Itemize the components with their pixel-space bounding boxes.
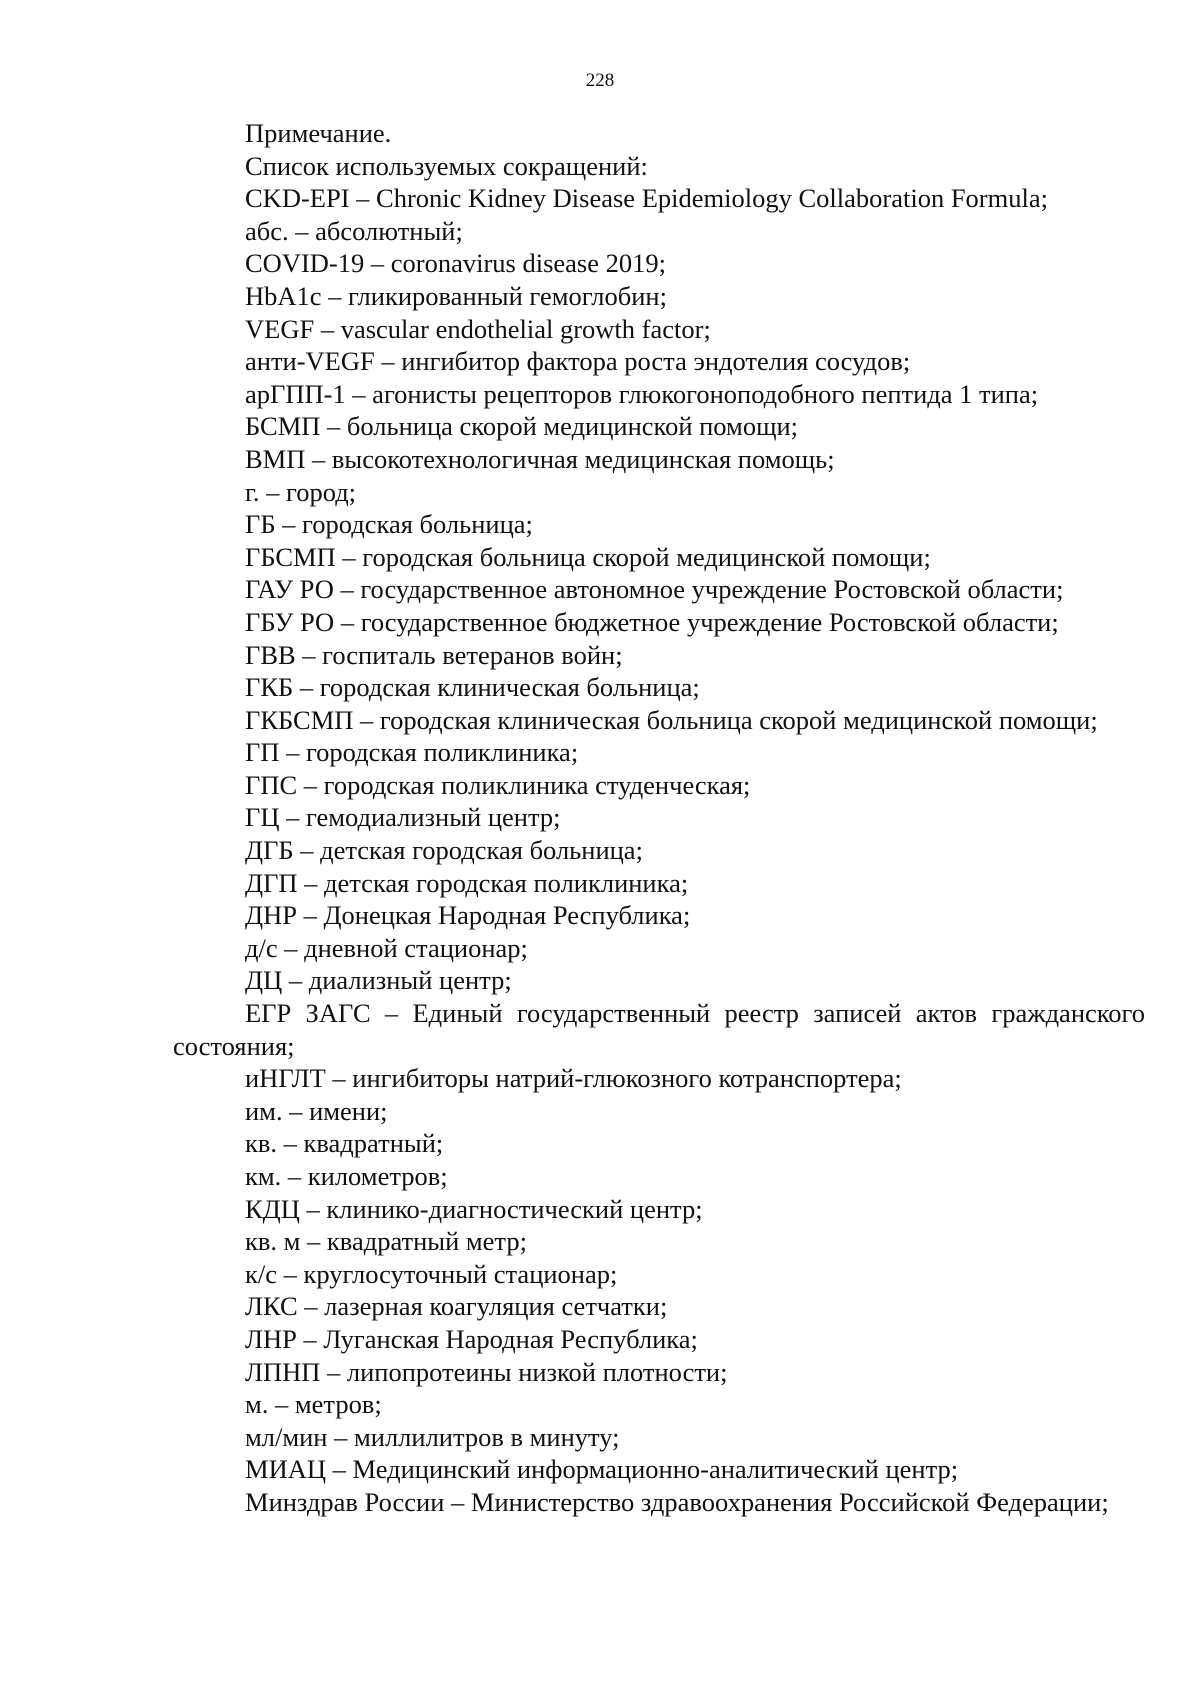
abbreviation-item: иНГЛТ – ингибиторы натрий-глюкозного котранспортера; (245, 1063, 902, 1094)
abbreviation-item: ГВВ – госпиталь ветеранов войн; (245, 639, 623, 670)
abbreviation-item: анти-VEGF – ингибитор фактора роста эндотелия сосудов; (245, 346, 911, 377)
page-number: 228 (585, 70, 615, 91)
abbreviation-item: HbA1c – гликированный гемоглобин; (245, 280, 667, 311)
abbreviation-item: км. – километров; (245, 1161, 448, 1191)
abbreviation-item: ЛНР – Луганская Народная Республика; (245, 1323, 698, 1354)
abbreviation-item: CKD-EPI – Chronic Kidney Disease Epidemiology Collaboration Formula; (245, 183, 1048, 214)
abbreviation-item: ГАУ РО – государственное автономное учреждение Ростовской области; (245, 574, 1064, 605)
abbreviation-item: кв. – квадратный; (245, 1128, 444, 1159)
abbreviation-item: к/с – круглосуточный стационар; (245, 1258, 618, 1289)
abbreviation-item: ЕГР ЗАГС – Единый государственный реестр записей актов гражданского состояния; (173, 998, 1145, 1061)
abbreviation-item: мл/мин – миллилитров в минуту; (245, 1421, 620, 1452)
abbreviation-item: м. – метров; (245, 1389, 382, 1420)
abbreviation-item: ГПС – городская поликлиника студенческая; (245, 769, 751, 800)
abbreviation-item: ВМП – высокотехнологичная медицинская помощь; (245, 443, 835, 474)
abbreviation-item: ДНР – Донецкая Народная Республика; (245, 900, 691, 931)
abbreviation-item: ГКБСМП – городская клиническая больница скорой медицинской помощи; (245, 704, 1098, 735)
abbreviation-item: арГПП-1 – агонисты рецепторов глюкогоноподобного пептида 1 типа; (245, 378, 1039, 409)
list-heading: Список используемых сокращений: (245, 150, 648, 181)
abbreviation-item: ГБ – городская больница; (245, 509, 533, 540)
abbreviation-item: БСМП – больница скорой медицинской помощи; (245, 411, 799, 442)
abbreviation-item: Минздрав России – Министерство здравоохранения Российской Федерации; (245, 1486, 1109, 1517)
abbreviation-item: КДЦ – клинико-диагностический центр; (245, 1193, 703, 1224)
abbreviation-item: ДЦ – диализный центр; (245, 965, 512, 996)
abbreviation-item: кв. м – квадратный метр; (245, 1226, 527, 1257)
abbreviation-item: ДГП – детская городская поликлиника; (245, 867, 689, 898)
document-body (173, 117, 1145, 1519)
abbreviation-item: COVID-19 – coronavirus disease 2019; (245, 248, 666, 279)
abbreviation-item: ГП – городская поликлиника; (245, 737, 579, 768)
abbreviation-item: ГКБ – городская клиническая больница; (245, 672, 700, 703)
abbreviation-item: VEGF – vascular endothelial growth factor; (245, 313, 711, 344)
abbreviation-item: ГЦ – гемодиализный центр; (245, 802, 561, 833)
abbreviation-item: д/с – дневной стационар; (245, 932, 528, 963)
abbreviation-item: абс. – абсолютный; (245, 215, 463, 246)
abbreviation-item: им. – имени; (245, 1095, 388, 1126)
abbreviation-item: МИАЦ – Медицинский информационно-аналитический центр; (245, 1454, 959, 1485)
abbreviation-item: ГБУ РО – государственное бюджетное учреждение Ростовской области; (245, 606, 1059, 637)
abbreviation-item: г. – город; (245, 476, 357, 507)
abbreviation-item: ЛКС – лазерная коагуляция сетчатки; (245, 1291, 668, 1322)
abbreviation-item: ДГБ – детская городская больница; (245, 835, 643, 866)
note-heading: Примечание. (245, 118, 392, 148)
abbreviation-item: ЛПНП – липопротеины низкой плотности; (245, 1356, 728, 1387)
abbreviation-item: ГБСМП – городская больница скорой медицинской помощи; (245, 541, 931, 572)
